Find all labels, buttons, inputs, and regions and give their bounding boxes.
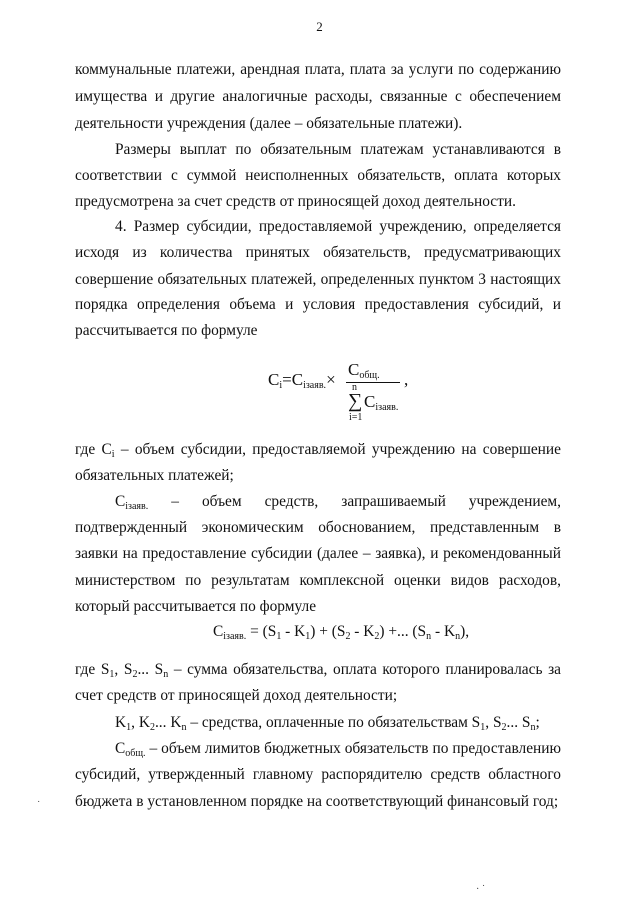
scan-mark: · ˙: [476, 884, 486, 895]
text-line: подтвержденный экономическим обоснованием, представленным в: [75, 519, 561, 536]
text-line: предусмотрена за счет средств от приносящей доход деятельности.: [75, 193, 516, 210]
text-line: заявки на предоставление субсидии (далее – заявка), и рекомендованный: [75, 545, 561, 562]
text-line: который рассчитывается по формуле: [75, 598, 317, 615]
text-line: порядка определения объема и условия предоставления субсидий, и: [75, 296, 561, 313]
subsidy-formula: $C_i=C_{iзаяв.}\times$ $C_{общ.}$ n ∑ i=1 $C_{iзаяв.}$ ,: [268, 360, 409, 423]
text-line: коммунальные платежи, арендная плата, плата за услуги по содержанию: [75, 61, 561, 78]
text-line: исходя из количества принятых обязательств, предусматривающих: [75, 244, 561, 261]
formula-lhs: $C_i=C_{iзаяв.}\times$: [268, 370, 336, 391]
text-line: субсидий, утвержденный главному распорядителю средств областного: [75, 766, 561, 783]
text-line: $K_1$, $K_2$... $K_n$ – средства, оплаченные по обязательствам $S_1$, $S_2$... $S_n$;: [115, 714, 540, 733]
text-line: 4. Размер субсидии, предоставляемой учреждению, определяется: [115, 218, 561, 235]
text-line: Размеры выплат по обязательным платежам устанавливаются в: [115, 141, 561, 158]
text-line: где $S_1$, $S_2$... $S_n$ – сумма обязательства, оплата которого планировалась за: [75, 661, 561, 679]
text-line: бюджета в установленном порядке на соответствующий финансовый год;: [75, 793, 559, 810]
text-line: рассчитывается по формуле: [75, 322, 258, 339]
text-line: министерством по результатам комплексной оценки видов расходов,: [75, 572, 561, 589]
text-line: обязательных платежей;: [75, 467, 234, 484]
text-line: совершение обязательных платежей, определенных пунктом 3 настоящих: [75, 271, 561, 288]
page-number: 2: [316, 19, 323, 34]
formula-numerator: $C_{общ.}$: [348, 360, 380, 381]
text-line: $C_{общ.}$ – объем лимитов бюджетных обязательств по предоставлению: [115, 740, 561, 758]
text-line: имущества и другие аналогичные расходы, связанные с обеспечением: [75, 88, 561, 105]
scan-mark: ˙: [37, 800, 41, 811]
text-line: деятельности учреждения (далее – обязательные платежи).: [75, 115, 463, 132]
zayav-formula: $C_{iзаяв.} = (S_1 - K_1) + (S_2 - K_2)$ +... $(S_n - K_n)$,: [213, 623, 470, 642]
text-line: где $C_i$ – объем субсидии, предоставляемой учреждению на совершение: [75, 441, 561, 459]
text-line: счет средств от приносящей доход деятельности;: [75, 687, 398, 704]
text-line: соответствии с суммой неисполненных обязательств, оплата которых: [75, 167, 561, 184]
text-line: $C_{iзаяв.}$ – объем средств, запрашиваемый учреждением,: [115, 493, 561, 511]
